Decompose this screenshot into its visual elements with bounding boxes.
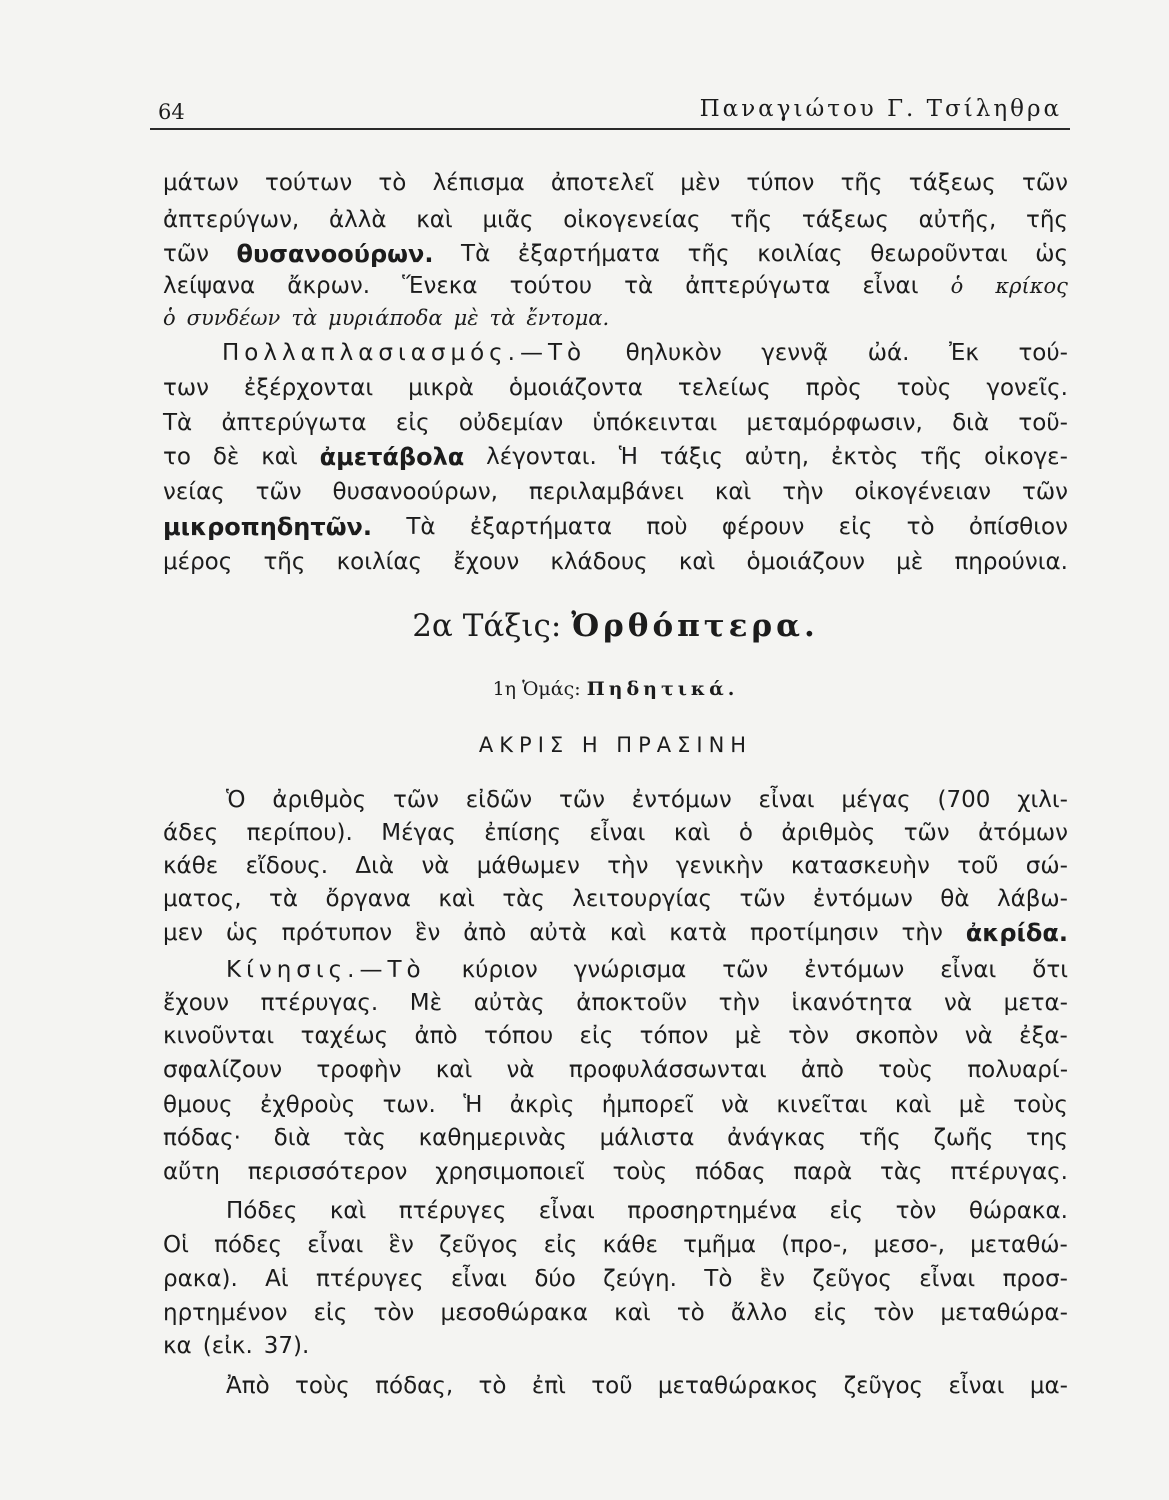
word: τούτου bbox=[509, 273, 593, 299]
word: τῶν bbox=[1022, 170, 1068, 196]
word: καὶ bbox=[609, 920, 647, 946]
word: (700 bbox=[937, 787, 991, 813]
word: καὶ bbox=[329, 1198, 367, 1224]
word: τὴν bbox=[718, 990, 760, 1016]
word: καὶ bbox=[416, 207, 453, 233]
word: πτέρυγες bbox=[316, 1266, 424, 1292]
word: θμους bbox=[163, 1092, 233, 1118]
word: των bbox=[163, 375, 209, 401]
word: οἰκογενείας bbox=[563, 207, 701, 233]
word: Ἡ bbox=[618, 444, 638, 470]
word: νὰ bbox=[506, 1057, 535, 1083]
word: εἰς bbox=[579, 1023, 614, 1049]
word: τοὺς bbox=[612, 1159, 668, 1185]
order-prefix: 2α Τάξις: bbox=[412, 608, 562, 644]
word: ὡς bbox=[1035, 241, 1068, 267]
word: τοὺς bbox=[295, 1373, 350, 1399]
word: τροφὴν bbox=[316, 1057, 402, 1083]
word: Ἕνεκα bbox=[402, 273, 478, 299]
word: τὸν bbox=[895, 1198, 937, 1224]
word: ἀριθμὸς bbox=[272, 787, 367, 813]
word: καὶ bbox=[435, 1057, 473, 1083]
word: κρίκος bbox=[995, 274, 1068, 298]
word: μεν bbox=[163, 920, 203, 946]
word: ὡς bbox=[225, 920, 259, 946]
word: τελείως bbox=[677, 375, 771, 401]
word: εἰς bbox=[829, 1198, 864, 1224]
word: ἀπὸ bbox=[800, 1057, 845, 1083]
word: κα bbox=[163, 1333, 192, 1359]
word: χρησιμοποιεῖ bbox=[435, 1159, 585, 1185]
word: συνδέων bbox=[186, 306, 281, 330]
word: ἱκανότητα bbox=[791, 990, 913, 1016]
word: τὰ bbox=[489, 306, 516, 330]
word: ὁ bbox=[163, 306, 176, 330]
word: εἶναι bbox=[450, 1266, 507, 1292]
word: των. bbox=[382, 1092, 436, 1118]
order-heading bbox=[163, 608, 1068, 644]
word: λέπισμα bbox=[432, 170, 525, 196]
word: ἀπτερύγωτα bbox=[685, 273, 831, 299]
word: μάθωμεν bbox=[476, 853, 580, 879]
word: κύριον bbox=[461, 957, 538, 983]
word: τὰς bbox=[343, 1125, 386, 1151]
word: ἀνάγκας bbox=[727, 1125, 827, 1151]
word: ματος, bbox=[163, 886, 242, 912]
word: μάτων bbox=[163, 170, 239, 196]
word: πτέρυγας. bbox=[260, 990, 379, 1016]
word: μεσο-, bbox=[873, 1232, 945, 1258]
word: μα- bbox=[1029, 1373, 1068, 1399]
running-head: Παναγιώτου Γ. Τσίληθρα bbox=[699, 96, 1062, 122]
word: τῆς bbox=[920, 444, 963, 470]
word: τῶν bbox=[1021, 479, 1068, 505]
word: προφυλάσσωνται bbox=[568, 1057, 767, 1083]
word: φέρουν bbox=[721, 514, 805, 540]
word: τμῆμα bbox=[683, 1232, 756, 1258]
word: Μὲ bbox=[409, 990, 443, 1016]
word: ὁμοιάζοντα bbox=[508, 375, 643, 401]
word: τόπον bbox=[639, 1023, 709, 1049]
word: τῶν bbox=[392, 787, 439, 813]
word: ταχέως bbox=[300, 1023, 389, 1049]
word: μὲν bbox=[680, 170, 721, 196]
word: τῆς bbox=[263, 549, 306, 575]
word: ὠά. bbox=[867, 340, 910, 366]
word: εἶναι bbox=[919, 1266, 976, 1292]
word: τῶν bbox=[558, 787, 605, 813]
word: κάθε bbox=[602, 1232, 658, 1258]
word: σκοπὸν bbox=[855, 1023, 939, 1049]
word: παρὰ bbox=[793, 1159, 853, 1185]
word: τὴν bbox=[607, 853, 649, 879]
word: (προ-, bbox=[781, 1232, 849, 1258]
word: σώ- bbox=[1025, 853, 1068, 879]
word: ζεῦγος bbox=[439, 1232, 519, 1258]
word: θυσανοούρων, bbox=[332, 479, 498, 505]
word: κοιλίας bbox=[336, 549, 423, 575]
word: προσ- bbox=[1002, 1266, 1068, 1292]
word: τῆς bbox=[687, 241, 730, 267]
word: ἐξα- bbox=[1019, 1023, 1068, 1049]
word: εἶναι bbox=[538, 1198, 595, 1224]
text-line bbox=[226, 1366, 1068, 1406]
word: εἴδους. bbox=[245, 853, 329, 879]
word: τύπον bbox=[746, 170, 815, 196]
text-line bbox=[163, 163, 1068, 203]
word: ἠμπορεῖ bbox=[601, 1092, 694, 1118]
word: τάξις bbox=[659, 444, 723, 470]
word: νὰ bbox=[943, 990, 972, 1016]
word: τὰ bbox=[624, 273, 654, 299]
word: ἀριθμὸς bbox=[781, 820, 876, 846]
word: Μέγας bbox=[381, 820, 456, 846]
run-in-heading: Κίνησις.—Τὸ bbox=[226, 957, 426, 983]
group-title: Πηδητικά. bbox=[586, 678, 739, 700]
word: Τὰ bbox=[461, 241, 491, 267]
word: τὸ bbox=[676, 1300, 705, 1326]
bold-term: θυσανοούρων. bbox=[236, 240, 434, 268]
word: πρὸς bbox=[805, 375, 862, 401]
word: τῆς bbox=[730, 207, 773, 233]
word: διὰ bbox=[273, 1125, 311, 1151]
word: κάθε bbox=[163, 853, 219, 879]
word: ἐξαρτήματα bbox=[469, 514, 613, 540]
word: τοῦ- bbox=[1018, 410, 1068, 436]
word: Οἱ bbox=[163, 1232, 189, 1258]
word: νὰ bbox=[721, 1092, 750, 1118]
word: μεταμόρφωσιν, bbox=[746, 410, 923, 436]
word: ἐξαρτήματα bbox=[517, 241, 661, 267]
group-heading bbox=[163, 678, 1068, 700]
word: εἰδῶν bbox=[465, 787, 533, 813]
word: ἔχουν bbox=[163, 990, 229, 1016]
word: μυριάποδα bbox=[328, 306, 443, 330]
text-line bbox=[163, 507, 1068, 547]
word: μεταθώρακος bbox=[657, 1373, 819, 1399]
word: Διὰ bbox=[355, 853, 395, 879]
word: αὐτῆς, bbox=[918, 207, 997, 233]
page-number: 64 bbox=[158, 100, 185, 124]
word: καὶ bbox=[614, 1300, 651, 1326]
word: ἐκτὸς bbox=[830, 444, 899, 470]
word: οὐδεμίαν bbox=[458, 410, 564, 436]
word: προσηρτημένα bbox=[627, 1198, 797, 1224]
text-line bbox=[163, 368, 1068, 408]
word: καθημερινὰς bbox=[418, 1125, 567, 1151]
word: τούτων bbox=[264, 170, 353, 196]
word: ἐξέρχονται bbox=[243, 375, 374, 401]
text-line bbox=[163, 437, 1068, 477]
word: θεωροῦνται bbox=[870, 241, 1008, 267]
word: ἐπίσης bbox=[484, 820, 561, 846]
word: εἶναι bbox=[862, 273, 919, 299]
word: εἰς bbox=[813, 1300, 848, 1326]
word: εἶναι bbox=[589, 820, 646, 846]
word: εἶναι bbox=[940, 957, 997, 983]
word: ἐχθροὺς bbox=[259, 1092, 356, 1118]
word: κλάδους bbox=[550, 549, 648, 575]
word: τὸν bbox=[373, 1300, 415, 1326]
word: άδες bbox=[163, 820, 219, 846]
word: περισσότερον bbox=[247, 1159, 408, 1185]
word: πτέρυγες bbox=[398, 1198, 507, 1224]
word: τόπου bbox=[483, 1023, 554, 1049]
bold-term: ἀμετάβολα bbox=[319, 443, 465, 471]
run-in-heading: Πολλαπλασιασμός.—Τὸ bbox=[222, 340, 587, 366]
bold-term: ἀκρίδα. bbox=[965, 919, 1068, 947]
text-line bbox=[163, 472, 1068, 512]
word: πρότυπον bbox=[281, 920, 393, 946]
text-line bbox=[163, 1326, 1068, 1366]
word: ἐπὶ bbox=[531, 1373, 566, 1399]
word: μεσοθώρακα bbox=[440, 1300, 588, 1326]
word: Ἐκ bbox=[948, 340, 979, 366]
text-line bbox=[163, 542, 1068, 582]
word: περιλαμβάνει bbox=[528, 479, 684, 505]
word: ηρτημένον bbox=[163, 1300, 288, 1326]
word: τοὺς bbox=[896, 375, 952, 401]
word: προτίμησιν bbox=[749, 920, 879, 946]
word: πηρούνια. bbox=[954, 549, 1068, 575]
word: ὄργανα bbox=[325, 886, 411, 912]
word: οἰκογε- bbox=[984, 444, 1068, 470]
word: ἀκρὶς bbox=[509, 1092, 575, 1118]
word: Τὰ bbox=[163, 410, 193, 436]
word: λειτουργίας bbox=[572, 886, 712, 912]
word: θώρακα. bbox=[968, 1198, 1068, 1224]
word: αὐτη, bbox=[744, 444, 810, 470]
word: τῶν bbox=[163, 241, 209, 267]
word: μεταθώρα- bbox=[940, 1300, 1068, 1326]
word: μέγας bbox=[841, 787, 911, 813]
word: τῶν bbox=[739, 886, 786, 912]
word: τῆς bbox=[858, 1125, 901, 1151]
word: τοῦ bbox=[957, 853, 999, 879]
word: μετα- bbox=[1003, 990, 1068, 1016]
word: σφαλίζουν bbox=[163, 1057, 283, 1083]
word: λάβω- bbox=[996, 886, 1068, 912]
word: ἓν bbox=[388, 1232, 414, 1258]
word: κατὰ bbox=[669, 920, 728, 946]
word: τὸ bbox=[378, 170, 407, 196]
word: μεταθώ- bbox=[970, 1232, 1068, 1258]
word: ὀπίσθιον bbox=[968, 514, 1068, 540]
word: κινοῦνται bbox=[163, 1023, 275, 1049]
word: ἀλλὰ bbox=[328, 207, 387, 233]
word: ἀτόμων bbox=[978, 820, 1068, 846]
word: τὸ bbox=[906, 514, 935, 540]
word: ἄλλο bbox=[730, 1300, 788, 1326]
word: εἰς bbox=[543, 1232, 578, 1258]
word: λέγονται. bbox=[486, 444, 597, 470]
word: ἐντόμων bbox=[631, 787, 732, 813]
word: πόδες bbox=[214, 1232, 283, 1258]
word: νείας bbox=[163, 479, 225, 505]
word: τῆς bbox=[840, 170, 883, 196]
word: ζεῦγος bbox=[812, 1266, 892, 1292]
word: μὲ bbox=[958, 1092, 986, 1118]
word: τὴν bbox=[901, 920, 943, 946]
word: καὶ bbox=[894, 1092, 932, 1118]
word: οἰκογένειαν bbox=[854, 479, 992, 505]
word: μικρὰ bbox=[408, 375, 474, 401]
word: μὲ bbox=[896, 549, 924, 575]
word: γνώρισμα bbox=[573, 957, 687, 983]
word: ἀποτελεῖ bbox=[550, 170, 655, 196]
word: μὲ bbox=[453, 306, 479, 330]
word: νὰ bbox=[421, 853, 450, 879]
word: μὲ bbox=[734, 1023, 762, 1049]
word: γεννᾷ bbox=[761, 340, 829, 366]
word: Ἀπὸ bbox=[226, 1373, 270, 1399]
word: τῶν bbox=[903, 820, 950, 846]
word: χιλι- bbox=[1017, 787, 1068, 813]
word: τοῦ bbox=[591, 1373, 633, 1399]
word: ἓν bbox=[415, 920, 441, 946]
word: ἐντόμων bbox=[812, 886, 913, 912]
group-prefix: 1η Ὁμάς: bbox=[492, 678, 581, 700]
word: εἶναι bbox=[758, 787, 815, 813]
word: ζωῆς bbox=[933, 1125, 994, 1151]
word: τάξεως bbox=[908, 170, 996, 196]
word: πόδας bbox=[694, 1159, 766, 1185]
word: κοιλίας bbox=[757, 241, 843, 267]
word: ἀποκτοῦν bbox=[576, 990, 687, 1016]
word: τὸν bbox=[788, 1023, 829, 1049]
bold-term: μικροπηδητῶν. bbox=[163, 513, 373, 541]
word: δὲ bbox=[212, 444, 240, 470]
text-line bbox=[163, 1050, 1068, 1090]
word: ἀπὸ bbox=[414, 1023, 458, 1049]
word: περίπου). bbox=[246, 820, 353, 846]
text-line bbox=[163, 913, 1068, 953]
word: 37). bbox=[263, 1333, 310, 1359]
word: τοὺς bbox=[1013, 1092, 1068, 1118]
word: ἄκρων. bbox=[287, 273, 371, 299]
word: αὔτη bbox=[163, 1159, 220, 1185]
word: ὁ bbox=[950, 274, 964, 298]
page-header bbox=[150, 96, 1070, 130]
word: τού- bbox=[1018, 340, 1068, 366]
word: καὶ bbox=[673, 820, 711, 846]
section-heading: ΑΚΡΙΣ Η ΠΡΑΣΙΝΗ bbox=[478, 733, 753, 757]
word: εἰς bbox=[395, 410, 430, 436]
word: εἶναι bbox=[307, 1232, 364, 1258]
word: κατασκευὴν bbox=[790, 853, 930, 879]
word: ποὺ bbox=[646, 514, 688, 540]
word: ἓν bbox=[759, 1266, 786, 1292]
word: κινεῖται bbox=[776, 1092, 868, 1118]
word: τὸ bbox=[478, 1373, 507, 1399]
word: αὐτὰς bbox=[473, 990, 545, 1016]
word: ἀπτερύγωτα bbox=[221, 410, 367, 436]
word: Τὰ bbox=[406, 514, 436, 540]
word: ἀπτερύγων, bbox=[163, 207, 300, 233]
word: ὑπόκεινται bbox=[592, 410, 718, 436]
word: νὰ bbox=[964, 1023, 993, 1049]
word: τῆς bbox=[1026, 207, 1068, 233]
word: τὰ bbox=[291, 306, 318, 330]
word: γενικὴν bbox=[675, 853, 764, 879]
word: τὰ bbox=[268, 886, 298, 912]
word: Ὁ bbox=[226, 787, 246, 813]
word: Τὸ bbox=[704, 1266, 733, 1292]
word: θὰ bbox=[940, 886, 970, 912]
word: ζεύγη. bbox=[603, 1266, 677, 1292]
word: τὰς bbox=[880, 1159, 923, 1185]
word: τὴν bbox=[782, 479, 824, 505]
word: ὁ bbox=[738, 820, 753, 846]
word: γονεῖς. bbox=[986, 375, 1068, 401]
word: της bbox=[1026, 1125, 1068, 1151]
word: ὅτι bbox=[1032, 957, 1068, 983]
word: Πόδες bbox=[226, 1198, 298, 1224]
word: καὶ bbox=[678, 549, 716, 575]
word: το bbox=[163, 444, 191, 470]
word: εἶναι bbox=[948, 1373, 1005, 1399]
word: τὰς bbox=[502, 886, 545, 912]
header-rule bbox=[150, 128, 1070, 130]
word: ρακα). bbox=[163, 1266, 238, 1292]
word: πόδας, bbox=[375, 1373, 454, 1399]
word: ἐντόμων bbox=[804, 957, 905, 983]
word: λείψανα bbox=[163, 273, 256, 299]
word: (εἰκ. bbox=[202, 1333, 253, 1359]
text-line bbox=[222, 333, 1068, 373]
word: μέρος bbox=[163, 549, 233, 575]
text-line bbox=[163, 298, 1068, 338]
word: τάξεως bbox=[801, 207, 889, 233]
word: ἀπὸ bbox=[463, 920, 507, 946]
word: πτέρυγας. bbox=[950, 1159, 1068, 1185]
word: ἔχουν bbox=[453, 549, 520, 575]
word: τὸν bbox=[873, 1300, 915, 1326]
word: μάλιστα bbox=[599, 1125, 695, 1151]
word: τῶν bbox=[255, 479, 302, 505]
word: διὰ bbox=[952, 410, 990, 436]
word: τοὺς bbox=[878, 1057, 934, 1083]
text-line bbox=[163, 1152, 1068, 1192]
word: καὶ bbox=[714, 479, 752, 505]
word: εἰς bbox=[313, 1300, 348, 1326]
word: θηλυκὸν bbox=[625, 340, 722, 366]
word: ζεῦγος bbox=[843, 1373, 924, 1399]
word: Αἱ bbox=[265, 1266, 289, 1292]
word: πόδας· bbox=[163, 1125, 241, 1151]
word: δύο bbox=[534, 1266, 576, 1292]
word: Ἡ bbox=[463, 1092, 483, 1118]
word: ὁμοιάζουν bbox=[746, 549, 865, 575]
word: τῶν bbox=[722, 957, 769, 983]
word: καὶ bbox=[261, 444, 298, 470]
word: πολυαρί- bbox=[967, 1057, 1068, 1083]
word: ἔντομα. bbox=[526, 306, 610, 330]
order-title: Ὀρθόπτερα. bbox=[571, 608, 819, 644]
word: καὶ bbox=[438, 886, 475, 912]
word: αὐτὰ bbox=[529, 920, 587, 946]
word: εἰς bbox=[838, 514, 873, 540]
word: μιᾶς bbox=[482, 207, 534, 233]
